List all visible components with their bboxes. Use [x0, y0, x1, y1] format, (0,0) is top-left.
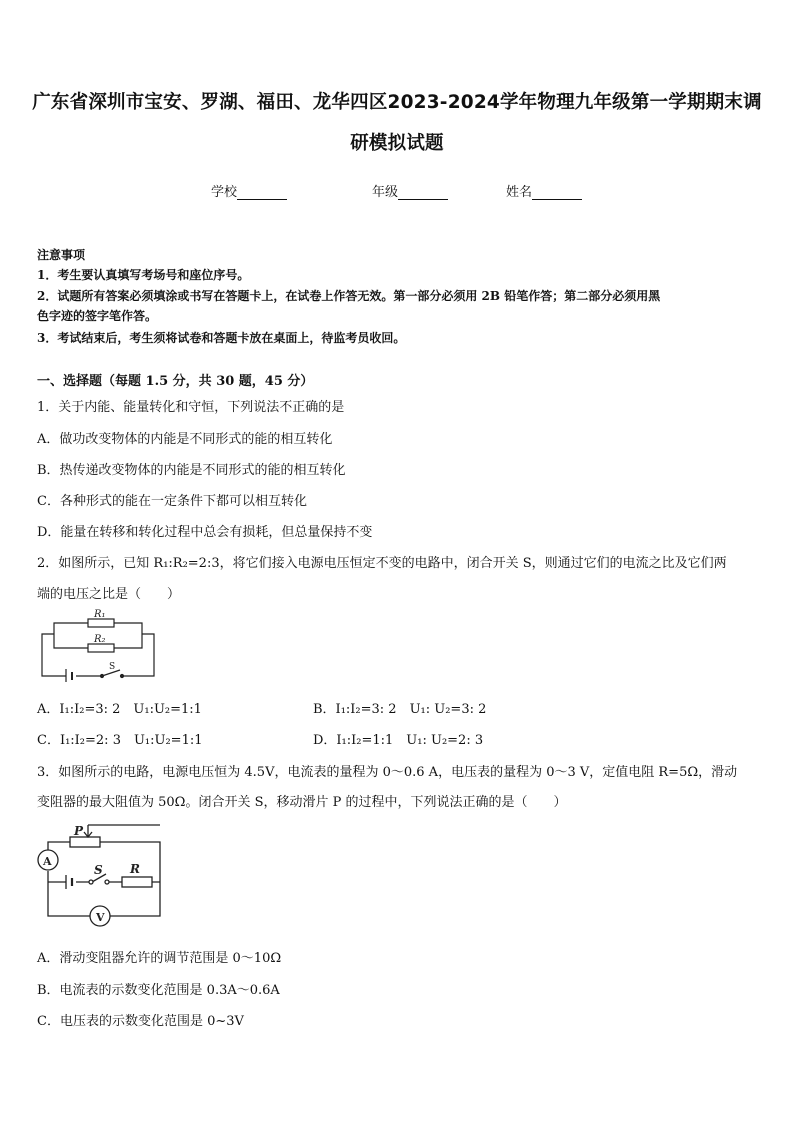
- grade-blank[interactable]: [398, 186, 448, 200]
- q2-option-a: A．I₁:I₂=3: 2 U₁:U₂=1:1: [37, 702, 202, 717]
- name-field: [506, 181, 582, 200]
- name-label: 姓名: [506, 185, 533, 200]
- resistor-r: [122, 877, 152, 887]
- q3-option-a: A．滑动变阻器允许的调节范围是 0～10Ω: [37, 951, 282, 966]
- r2-label: R₂: [94, 634, 106, 645]
- q1-option-c: C．各种形式的能在一定条件下都可以相互转化: [37, 494, 307, 509]
- page-title: 广东省深圳市宝安、罗湖、福田、龙华四区2023-2024学年物理九年级第一学期期末调: [32, 92, 762, 113]
- grade-label: 年级: [372, 185, 399, 200]
- ammeter-label: A: [43, 855, 52, 868]
- p-label: P: [74, 824, 84, 838]
- notice-item: 1．考生要认真填写考场号和座位序号。: [37, 268, 250, 282]
- q2-stem: 2．如图所示，已知 R₁:R₂=2:3，将它们接入电源电压恒定不变的电路中，闭合开关 S，则通过它们的电流之比及它们两: [37, 556, 727, 571]
- q1-stem: 1．关于内能、能量转化和守恒，下列说法不正确的是: [37, 400, 345, 415]
- section-heading: 一、选择题（每题 1.5 分，共 30 题，45 分）: [37, 374, 314, 389]
- q3-stem-line2: 变阻器的最大阻值为 50Ω。闭合开关 S，移动滑片 P 的过程中，下列说法正确的是（ ）: [37, 795, 567, 810]
- school-blank[interactable]: [237, 186, 287, 200]
- q2-circuit-diagram: [38, 608, 162, 682]
- r2-resistor: [88, 644, 114, 652]
- voltmeter-label: V: [96, 911, 105, 924]
- q1-option-b: B．热传递改变物体的内能是不同形式的能的相互转化: [37, 463, 346, 478]
- r1-resistor: [88, 619, 114, 627]
- notice-item: 2．试题所有答案必须填涂或书写在答题卡上，在试卷上作答无效。第一部分必须用 2B 铅笔作答；第二部分必须用黑: [37, 289, 661, 303]
- q2-option-d: D．I₁:I₂=1:1 U₁: U₂=2: 3: [313, 733, 484, 748]
- page-title-line2: 研模拟试题: [350, 133, 444, 154]
- school-field: [211, 181, 287, 200]
- r1-label: R₁: [94, 609, 106, 620]
- q3-option-c: C．电压表的示数变化范围是 0~3V: [37, 1014, 244, 1029]
- grade-field: [372, 181, 448, 200]
- notice-item: 3．考试结束后，考生须将试卷和答题卡放在桌面上，待监考员收回。: [37, 331, 406, 345]
- q3-circuit-diagram: [36, 820, 164, 932]
- q2-option-c: C．I₁:I₂=2: 3 U₁:U₂=1:1: [37, 733, 203, 748]
- q3-option-b: B．电流表的示数变化范围是 0.3A～0.6A: [37, 983, 280, 998]
- q2-option-b: B．I₁:I₂=3: 2 U₁: U₂=3: 2: [313, 702, 487, 717]
- switch-label: S: [94, 863, 103, 877]
- q1-option-a: A．做功改变物体的内能是不同形式的能的相互转化: [37, 432, 333, 447]
- notice-item: 色字迹的签字笔作答。: [37, 309, 158, 323]
- school-label: 学校: [211, 185, 238, 200]
- name-blank[interactable]: [532, 186, 582, 200]
- switch-label: S: [109, 662, 116, 672]
- q3-stem: 3．如图所示的电路，电源电压恒为 4.5V，电流表的量程为 0～0.6 A，电压表的量程为 0～3 V，定值电阻 R=5Ω，滑动: [37, 765, 738, 780]
- r-label: R: [130, 862, 140, 876]
- rheostat: [70, 837, 100, 847]
- q2-stem-line2: 端的电压之比是（ ）: [37, 587, 181, 602]
- q1-option-d: D．能量在转移和转化过程中总会有损耗，但总量保持不变: [37, 525, 373, 540]
- notice-heading: 注意事项: [37, 248, 86, 262]
